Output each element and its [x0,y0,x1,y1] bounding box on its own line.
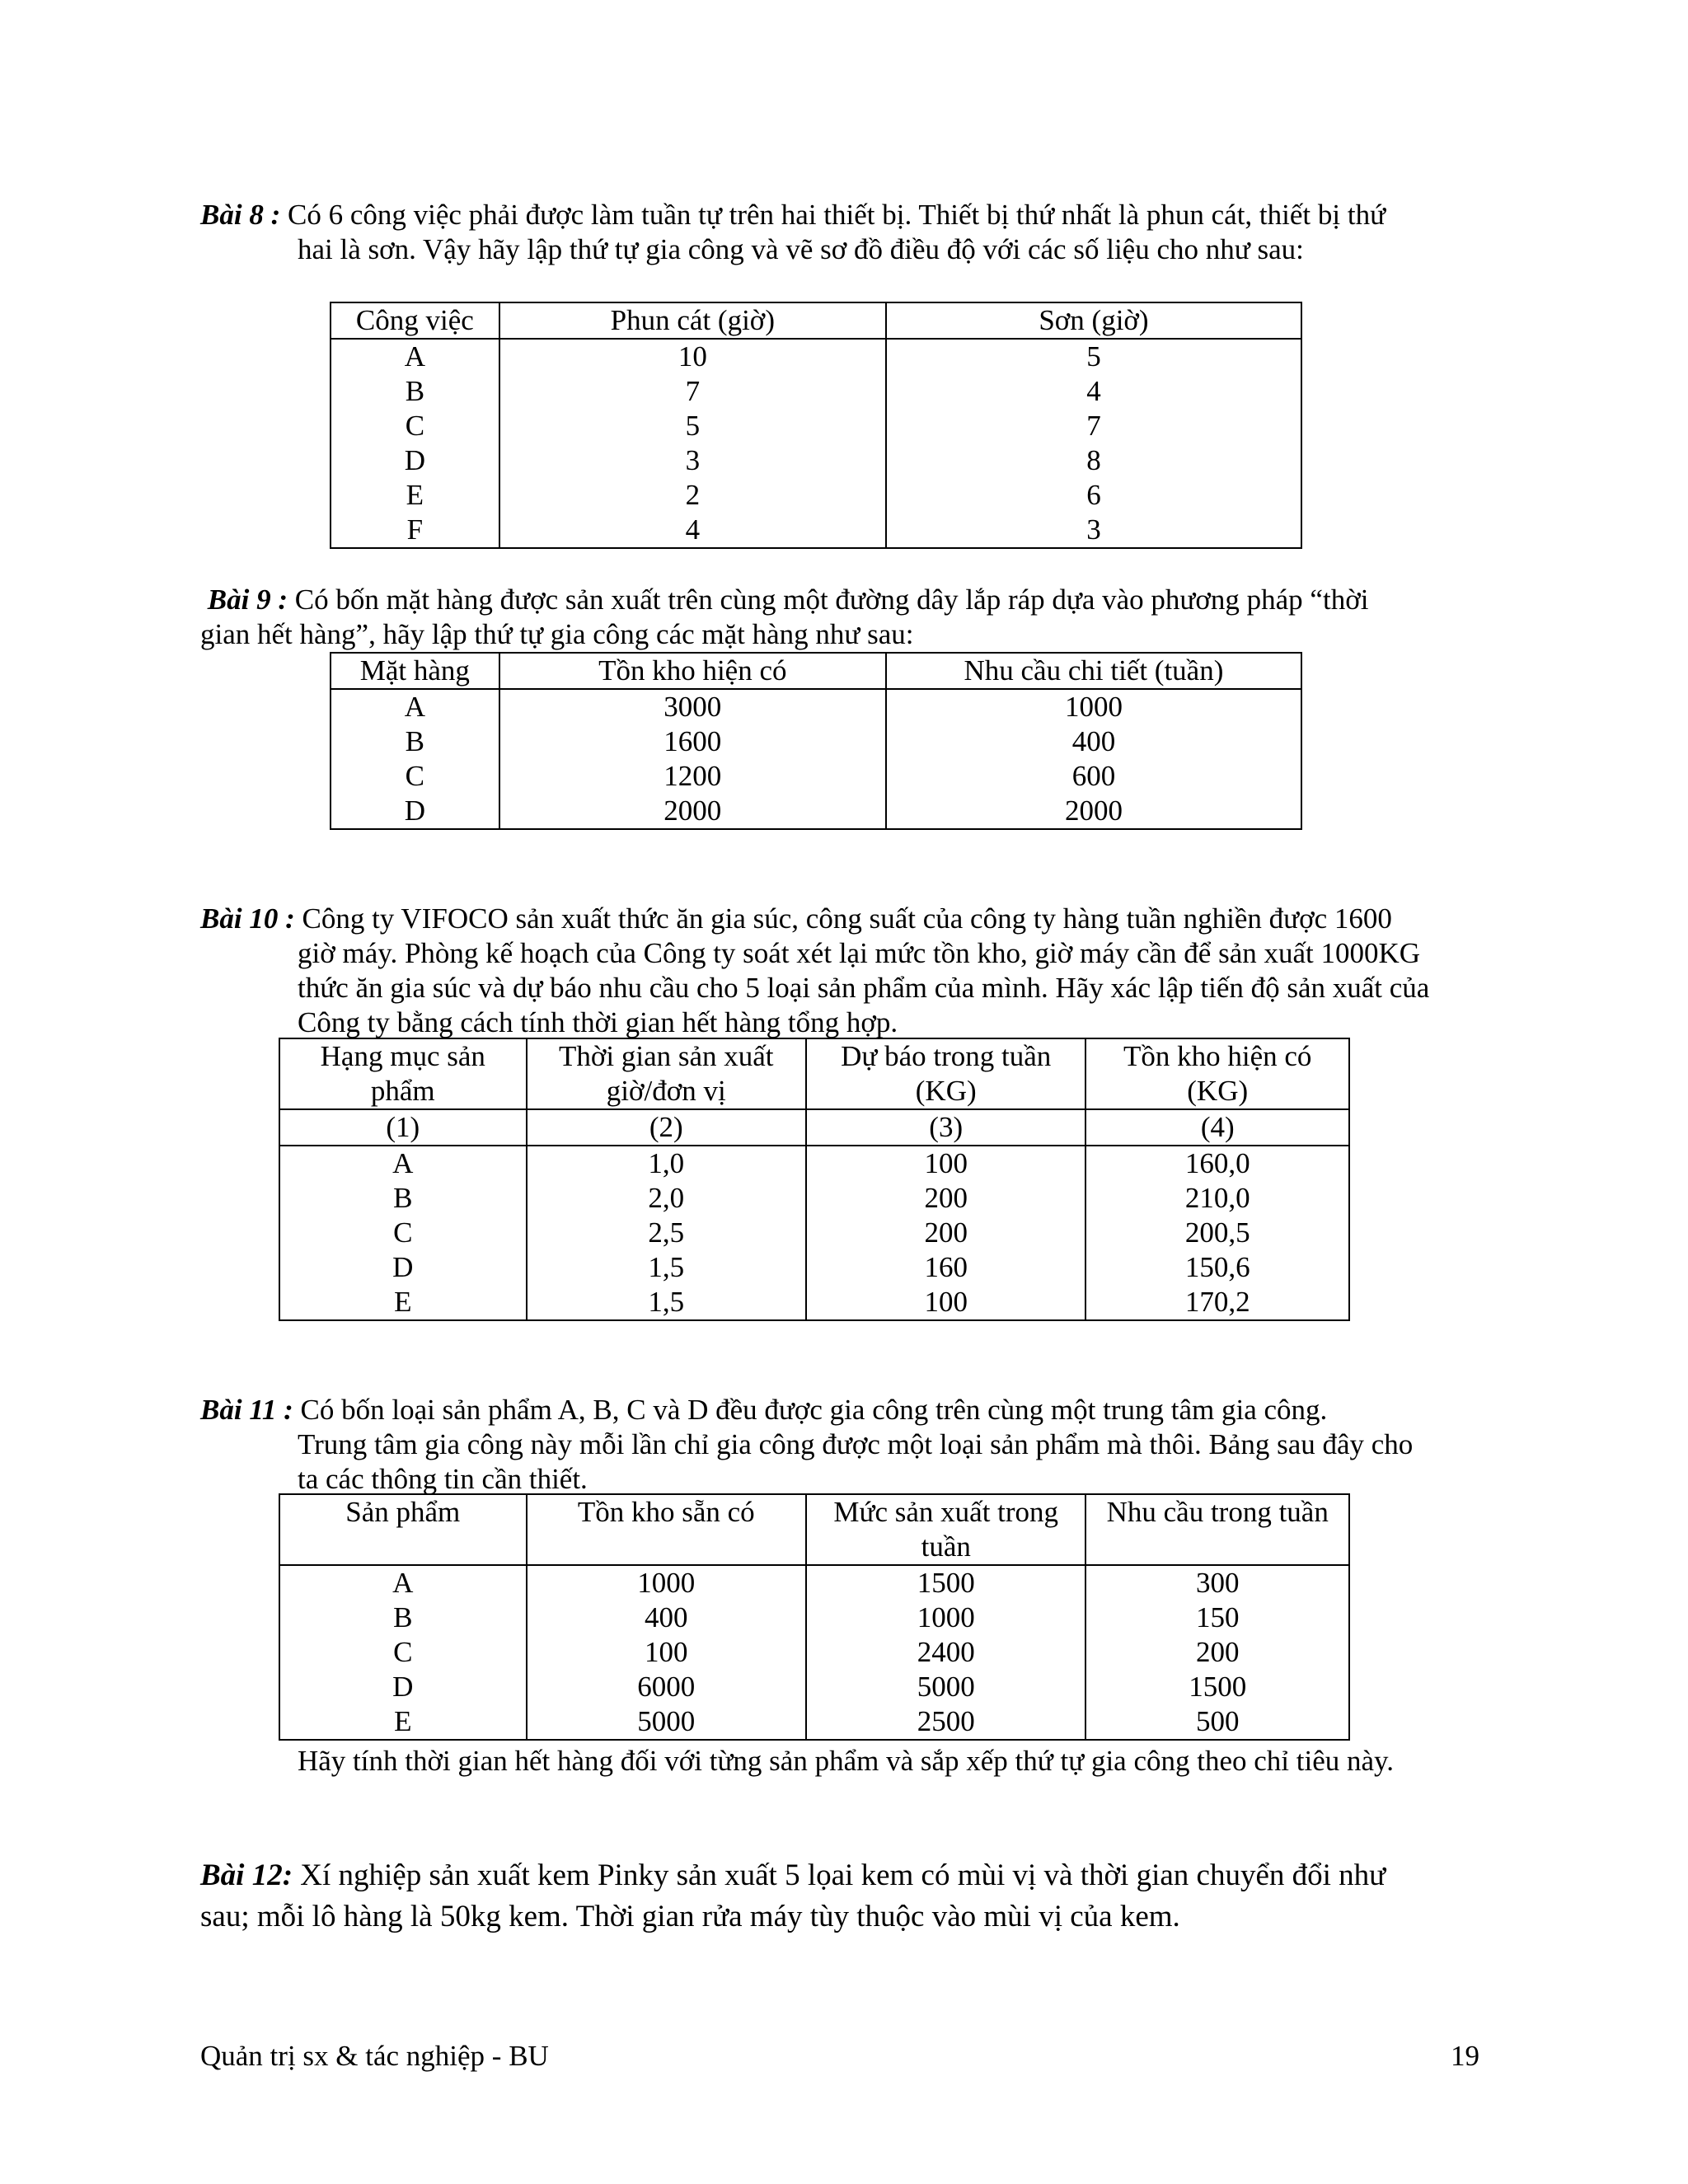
table-cell: 5000 [527,1704,806,1740]
table-cell: A [331,689,499,724]
header-line: Hạng mục sản [320,1040,485,1072]
table-cell: D [331,443,499,478]
table-cell: 3000 [499,689,886,724]
table-cell: 8 [886,443,1301,478]
table-header-cell [527,1494,806,1565]
table-cell: B [279,1601,527,1635]
table-row [331,689,1301,724]
bai9-text-line1: Có bốn mặt hàng được sản xuất trên cùng một đường dây lắp ráp dựa vào phương pháp “thời [287,583,1369,616]
table-header-cell: Sơn (giờ) [886,302,1301,339]
table-cell: 100 [527,1635,806,1670]
table-header-cell [806,1038,1085,1109]
bai12-text-line1: Xí nghiệp sản xuất kem Pinky sản xuất 5 lọai kem có mùi vị và thời gian chuyển đổi như [293,1858,1386,1892]
bai10-paragraph [200,902,1503,1040]
table-row [279,1635,1349,1670]
table-cell: C [279,1635,527,1670]
table-row [279,1250,1349,1285]
bai11-note: Hãy tính thời gian hết hàng đối với từng sản phẩm và sắp xếp thứ tự gia công theo chỉ tiêu này. [298,1745,1394,1777]
table-header-row [279,1038,1349,1109]
table-cell: 1000 [806,1601,1085,1635]
table-cell: 100 [806,1146,1085,1181]
table-cell: D [279,1670,527,1704]
table-cell: 1500 [1085,1670,1349,1704]
bai11-text-line1: Có bốn loại sản phẩm A, B, C và D đều được gia công trên cùng một trung tâm gia công. [293,1394,1328,1426]
header-line: phẩm [370,1075,435,1107]
bai11-table [279,1493,1350,1741]
table-header-row [331,302,1301,339]
table-header-row [279,1494,1349,1565]
table-cell: 2,5 [527,1216,806,1250]
table-cell: D [331,794,499,829]
table-cell: E [331,478,499,513]
table-cell: 150,6 [1085,1250,1349,1285]
table-cell: 5 [886,339,1301,374]
bai11-paragraph [200,1393,1503,1497]
table-header-cell [527,1038,806,1109]
table-row [331,409,1301,443]
table-cell: 7 [499,374,886,409]
table-cell: 3 [886,513,1301,548]
table-cell: 10 [499,339,886,374]
table-header-cell [806,1494,1085,1565]
table-cell: C [331,759,499,794]
table-cell: 150 [1085,1601,1349,1635]
bai9-table [330,652,1302,830]
header-line: Tồn kho hiện có [1123,1040,1312,1072]
header-line: Dự báo trong tuần [841,1040,1052,1072]
table-cell: 3 [499,443,886,478]
footer-course-title: Quản trị sx & tác nghiệp - BU [200,2040,549,2072]
bai12-paragraph [200,1855,1503,1938]
table-row [279,1601,1349,1635]
table-cell: 4 [886,374,1301,409]
table-row [331,339,1301,374]
table-subheader-row [279,1109,1349,1146]
header-line: Nhu cầu trong tuần [1106,1496,1329,1528]
bai8-label: Bài 8 : [200,199,281,231]
table-cell: 2000 [886,794,1301,829]
bai9-label: Bài 9 : [207,583,288,616]
bai11-text-line3: ta các thông tin cần thiết. [298,1463,588,1495]
table-row [331,724,1301,759]
table-cell: 200 [1085,1635,1349,1670]
table-cell: 2500 [806,1704,1085,1740]
header-line: tuần [921,1530,971,1563]
table-row [331,443,1301,478]
table-row [331,513,1301,548]
table-subheader-cell: (4) [1085,1109,1349,1146]
table-cell: 5 [499,409,886,443]
table-cell: 4 [499,513,886,548]
table-row [279,1146,1349,1181]
header-line: Sản phẩm [345,1496,461,1528]
table-row [279,1565,1349,1601]
table-cell: 400 [527,1601,806,1635]
bai11-text-line2: Trung tâm gia công này mỗi lần chỉ gia công được một loại sản phẩm mà thôi. Bảng sau đây cho [298,1428,1414,1460]
header-line: (KG) [915,1075,977,1107]
header-line: Mức sản xuất trong [833,1496,1059,1528]
table-cell: 160,0 [1085,1146,1349,1181]
table-row [331,794,1301,829]
table-header-cell: Công việc [331,302,499,339]
table-header-cell [279,1038,527,1109]
table-header-cell [1085,1494,1349,1565]
bai8-text-line2: hai là sơn. Vậy hãy lập thứ tự gia công và vẽ sơ đồ điều độ với các số liệu cho như sau: [298,233,1304,265]
bai10-label: Bài 10 : [200,902,295,935]
table-cell: 6 [886,478,1301,513]
bai10-table [279,1038,1350,1321]
bai10-text-line3: thức ăn gia súc và dự báo nhu cầu cho 5 loại sản phẩm của mình. Hãy xác lập tiến độ sản xuất của [298,972,1430,1004]
bai11-label: Bài 11 : [200,1394,293,1426]
bai8-table [330,302,1302,549]
table-row [279,1704,1349,1740]
table-cell: A [279,1146,527,1181]
table-cell: B [279,1181,527,1216]
table-cell: 500 [1085,1704,1349,1740]
table-cell: 100 [806,1285,1085,1320]
page-number: 19 [1451,2040,1479,2072]
table-cell: 600 [886,759,1301,794]
table-cell: D [279,1250,527,1285]
table-cell: 200,5 [1085,1216,1349,1250]
table-header-cell: Phun cát (giờ) [499,302,886,339]
table-cell: 2,0 [527,1181,806,1216]
table-cell: 200 [806,1216,1085,1250]
table-cell: 1,5 [527,1285,806,1320]
table-cell: A [331,339,499,374]
table-cell: B [331,374,499,409]
table-row [279,1670,1349,1704]
table-cell: 2400 [806,1635,1085,1670]
table-cell: 7 [886,409,1301,443]
table-cell: 170,2 [1085,1285,1349,1320]
table-row [279,1285,1349,1320]
table-cell: 1500 [806,1565,1085,1601]
table-row [331,374,1301,409]
bai10-text-line2: giờ máy. Phòng kế hoạch của Công ty soát xét lại mức tồn kho, giờ máy cần để sản xuất 1000KG [298,937,1421,969]
bai8-text-line1: Có 6 công việc phải được làm tuần tự trên hai thiết bị. Thiết bị thứ nhất là phun cát, thiết bị thứ [280,199,1386,231]
table-cell: C [279,1216,527,1250]
table-cell: 5000 [806,1670,1085,1704]
table-header-cell: Tồn kho hiện có [499,653,886,689]
header-line: Tồn kho sẵn có [577,1496,755,1528]
table-cell: 2 [499,478,886,513]
bai12-label: Bài 12: [200,1858,293,1892]
header-line: giờ/đơn vị [606,1075,726,1107]
table-cell: E [279,1285,527,1320]
table-cell: F [331,513,499,548]
table-header-cell: Nhu cầu chi tiết (tuần) [886,653,1301,689]
table-cell: E [279,1704,527,1740]
table-cell: 2000 [499,794,886,829]
bai9-paragraph [200,583,1486,652]
table-subheader-cell: (2) [527,1109,806,1146]
bai12-text-line2: sau; mỗi lô hàng là 50kg kem. Thời gian rửa máy tùy thuộc vào mùi vị của kem. [200,1900,1180,1933]
table-header-cell: Mặt hàng [331,653,499,689]
table-row [331,478,1301,513]
table-cell: 300 [1085,1565,1349,1601]
table-cell: 1200 [499,759,886,794]
table-cell: C [331,409,499,443]
table-header-cell [279,1494,527,1565]
table-subheader-cell: (3) [806,1109,1085,1146]
table-cell: 1000 [886,689,1301,724]
table-cell: 1,0 [527,1146,806,1181]
table-header-cell [1085,1038,1349,1109]
header-line: (KG) [1187,1075,1249,1107]
table-cell: 6000 [527,1670,806,1704]
table-cell: 1600 [499,724,886,759]
table-cell: 1000 [527,1565,806,1601]
table-row [331,759,1301,794]
header-line: Thời gian sản xuất [558,1040,774,1072]
table-header-row [331,653,1301,689]
table-row [279,1216,1349,1250]
table-cell: 1,5 [527,1250,806,1285]
table-cell: 210,0 [1085,1181,1349,1216]
bai9-text-line2: gian hết hàng”, hãy lập thứ tự gia công các mặt hàng như sau: [200,618,914,650]
bai10-text-line1: Công ty VIFOCO sản xuất thức ăn gia súc, công suất của công ty hàng tuần nghiền được 1600 [294,902,1392,935]
bai8-paragraph [200,198,1486,267]
table-cell: 160 [806,1250,1085,1285]
table-cell: B [331,724,499,759]
bai10-text-line4: Công ty bằng cách tính thời gian hết hàng tổng hợp. [298,1006,898,1038]
table-subheader-cell: (1) [279,1109,527,1146]
table-cell: 200 [806,1181,1085,1216]
table-cell: A [279,1565,527,1601]
table-row [279,1181,1349,1216]
table-cell: 400 [886,724,1301,759]
